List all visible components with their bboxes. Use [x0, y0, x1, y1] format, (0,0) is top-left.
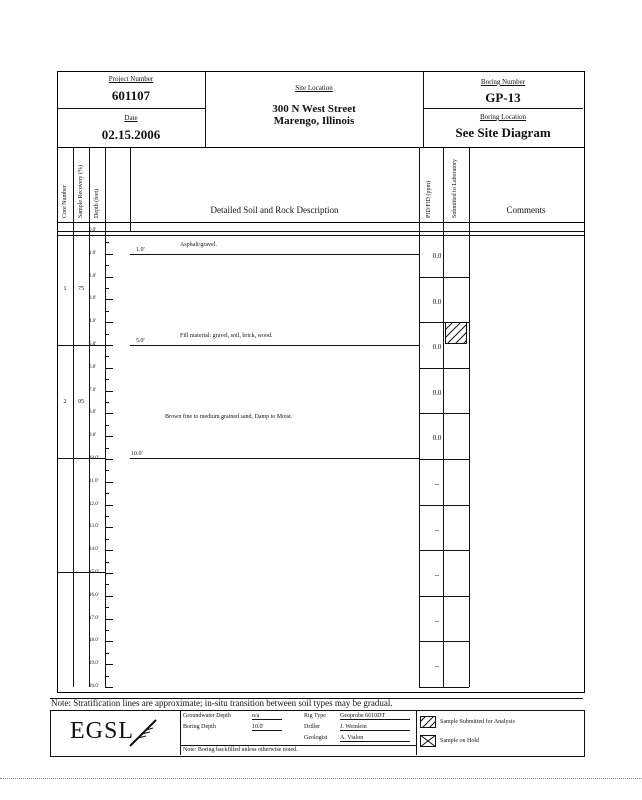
boring-depth-value: 10.0'	[252, 724, 282, 731]
depth-tick	[105, 322, 113, 323]
boring-depth-label: Boring Depth	[183, 724, 216, 730]
pid-reading: --	[434, 480, 440, 488]
col-description: Detailed Soil and Rock Description	[210, 205, 339, 215]
depth-tick-label: 9.0'	[89, 433, 97, 439]
rig-type-label: Rig Type	[304, 713, 326, 719]
boring-log-frame	[57, 71, 585, 693]
depth-tick-label: 19.0'	[89, 661, 99, 667]
depth-subtick	[105, 493, 109, 494]
depth-tick	[105, 596, 113, 597]
stratification-note: Note: Stratification lines are approximate; in-situ transition between soil types may be gradual.	[51, 698, 393, 708]
depth-subtick	[105, 425, 109, 426]
pid-row-divider	[419, 550, 469, 551]
col-comments: Comments	[506, 205, 546, 215]
core-1-number: 1	[63, 286, 67, 292]
boring-location: See Site Diagram	[455, 125, 551, 140]
depth-subtick	[105, 470, 109, 471]
depth-tick	[105, 277, 113, 278]
depth-tick-label: 12.0'	[89, 501, 99, 507]
depth-tick	[105, 254, 113, 255]
geologist-value: A. Vialon	[340, 735, 410, 742]
pid-reading: 0.0	[432, 434, 442, 443]
driller-label: Driller	[304, 724, 320, 730]
depth-tick-label: 17.0'	[89, 615, 99, 621]
pid-row-divider	[419, 413, 469, 414]
depth-tick	[105, 550, 113, 551]
depth-subtick	[105, 242, 109, 243]
col-pid: PID/FID (ppm)	[426, 180, 432, 218]
col-sample-recovery: Sample Recovery (%)	[78, 165, 84, 218]
pid-reading: --	[434, 662, 440, 671]
depth-tick-label: 11.0'	[89, 478, 99, 484]
backfill-note: Note: Boring backfilled unless otherwise noted.	[183, 747, 298, 753]
depth-tick-label: 0.0'	[89, 228, 97, 233]
pid-row-divider	[419, 687, 469, 688]
depth-tick-label: 10.0'	[89, 456, 99, 461]
project-number: 601107	[111, 88, 151, 103]
depth-subtick	[105, 676, 109, 677]
geologist-label: Geologist	[304, 735, 328, 741]
legend-submitted-label: Sample Submitted for Analysis	[440, 719, 515, 725]
driller-value: J. Weinlein	[340, 724, 410, 731]
pid-reading: --	[434, 616, 440, 625]
stratum-3-description: Brown fine to medium grained sand, Damp to Moist.	[165, 414, 293, 420]
depth-tick	[105, 527, 113, 528]
stratum-2-depth: 5.0'	[136, 338, 145, 344]
date-label: Date	[124, 114, 138, 122]
depth-subtick	[105, 356, 109, 357]
legend-submitted-icon	[420, 716, 436, 728]
depth-subtick	[105, 584, 109, 585]
depth-tick	[105, 459, 113, 460]
stratum-1-depth: 1.0'	[136, 247, 145, 253]
depth-subtick	[105, 311, 109, 312]
depth-tick-label: 7.0'	[89, 387, 97, 393]
legend-hold-icon	[420, 735, 436, 747]
depth-subtick	[105, 653, 109, 654]
site-address-line2: Marengo, Illinois	[273, 115, 355, 127]
depth-tick	[105, 505, 113, 506]
pid-row-divider	[419, 505, 469, 506]
pid-reading: 0.0	[432, 297, 442, 306]
depth-subtick	[105, 288, 109, 289]
groundwater-value: n/a	[252, 713, 282, 720]
core-2-number: 2	[63, 399, 67, 405]
pid-reading: --	[434, 571, 440, 580]
pid-row-divider	[419, 368, 469, 369]
depth-tick	[105, 436, 113, 437]
stratum-2-description: Fill material: gravel, soil, brick, wood.	[180, 333, 273, 339]
depth-tick-label: 15.0'	[89, 570, 99, 575]
col-submitted: Submitted to Laboratory	[452, 159, 458, 218]
depth-tick	[105, 641, 113, 642]
sample-submitted-hatch	[445, 322, 467, 344]
site-address-line1: 300 N West Street	[272, 103, 356, 115]
stratum-1-description: Asphalt/gravel.	[180, 242, 217, 248]
project-number-label: Project Number	[108, 75, 154, 83]
depth-subtick	[105, 265, 109, 266]
depth-subtick	[105, 607, 109, 608]
depth-subtick	[105, 448, 109, 449]
depth-tick	[105, 482, 113, 483]
date: 02.15.2006	[101, 127, 161, 142]
rig-type-value: Geoprobe 6610DT	[340, 713, 410, 720]
site-location-label: Site Location	[295, 84, 333, 92]
depth-subtick	[105, 630, 109, 631]
depth-subtick	[105, 402, 109, 403]
depth-tick	[105, 573, 113, 574]
depth-subtick	[105, 562, 109, 563]
legend-hold-label: Sample on Hold	[440, 738, 479, 744]
core-2-recovery: 95	[78, 399, 84, 405]
pid-row-divider	[419, 277, 469, 278]
pid-reading: 0.0	[432, 343, 442, 352]
depth-tick-label: 5.0'	[89, 342, 97, 347]
depth-tick-label: 3.0'	[89, 296, 97, 302]
depth-tick-label: 1.0'	[89, 250, 97, 256]
col-core-number: Core Number	[62, 185, 68, 218]
pid-reading: --	[434, 525, 440, 534]
depth-subtick	[105, 334, 109, 335]
depth-subtick	[105, 516, 109, 517]
depth-tick-label: 6.0'	[89, 364, 97, 370]
depth-tick	[105, 619, 113, 620]
depth-tick	[105, 391, 113, 392]
pid-reading: 0.0	[432, 252, 442, 260]
depth-tick-label: 16.0'	[89, 592, 99, 598]
depth-tick-label: 14.0'	[89, 547, 99, 553]
depth-tick-label: 18.0'	[89, 638, 99, 644]
depth-tick-label: 8.0'	[89, 410, 97, 416]
depth-subtick	[105, 539, 109, 540]
stratum-3-depth: 10.0'	[131, 451, 143, 457]
pid-reading: 0.0	[432, 388, 442, 397]
depth-tick-label: 20.0'	[89, 684, 99, 689]
scan-edge	[0, 778, 642, 779]
core-1-recovery: 75	[78, 286, 84, 292]
depth-tick	[105, 368, 113, 369]
pid-row-divider	[419, 641, 469, 642]
depth-tick	[105, 687, 113, 688]
depth-tick-label: 13.0'	[89, 524, 99, 530]
boring-location-label: Boring Location	[479, 113, 527, 121]
pid-row-divider	[419, 596, 469, 597]
boring-number: GP-13	[485, 90, 521, 105]
col-depth: Depth (feet)	[94, 188, 100, 218]
egsl-logo: EGSL	[70, 718, 134, 745]
depth-tick	[105, 345, 113, 346]
depth-tick	[105, 231, 113, 232]
groundwater-label: Groundwater Depth	[183, 713, 231, 719]
pid-row-divider	[419, 459, 469, 460]
depth-tick	[105, 413, 113, 414]
boring-number-label: Boring Number	[480, 78, 526, 86]
depth-tick-label: 4.0'	[89, 319, 97, 325]
depth-tick	[105, 664, 113, 665]
depth-subtick	[105, 379, 109, 380]
depth-tick	[105, 299, 113, 300]
depth-tick-label: 2.0'	[89, 273, 97, 279]
